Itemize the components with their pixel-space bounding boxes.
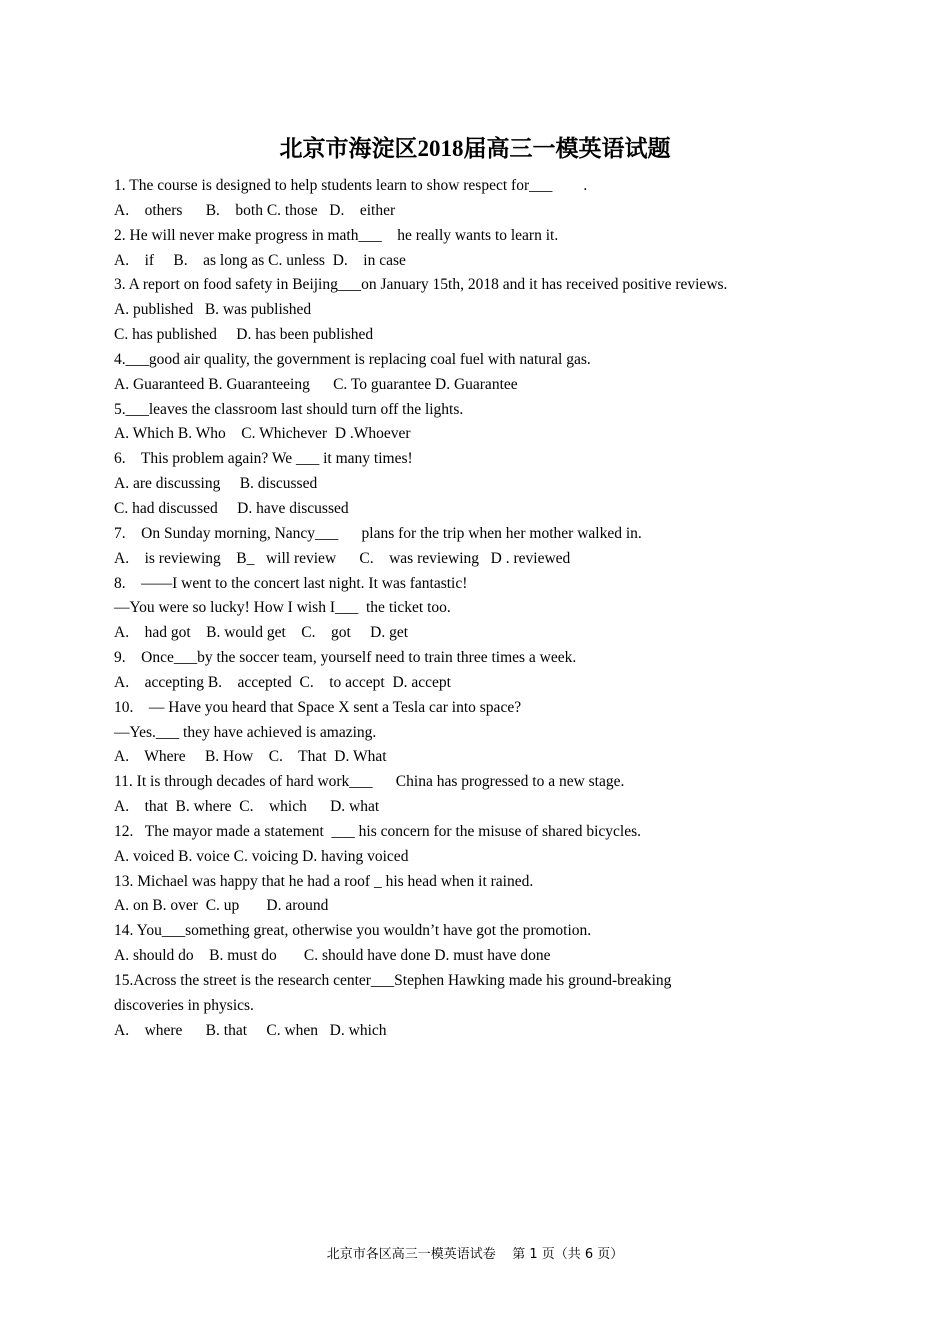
question-1-stem: 1. The course is designed to help students learn to show respect for___ . (114, 177, 588, 194)
question-15-options: A. where B. that C. when D. which (114, 1021, 387, 1039)
question-3-options-row-1: A. published B. was published (114, 301, 312, 319)
question-14-options: A. should do B. must do C. should have done D. must have done (114, 947, 551, 965)
question-8-options: A. had got B. would get C. got D. get (114, 624, 409, 642)
page-title: 北京市海淀区2018届高三一模英语试题 (279, 136, 671, 161)
question-10-stem: 10. — Have you heard that Space X sent a Tesla car into space? (114, 698, 522, 716)
question-9-options: A. accepting B. accepted C. to accept D. accept (114, 673, 451, 691)
question-2-stem: 2. He will never make progress in math___ he really wants to learn it. (114, 226, 559, 244)
question-8-stem: 8. ——I went to the concert last night. It was fantastic! (114, 574, 468, 592)
question-7-options: A. is reviewing B_ will review C. was reviewing D . reviewed (114, 549, 571, 567)
question-15-stem: 15.Across the street is the research center___Stephen Hawking made his ground-breaking (114, 972, 672, 989)
question-list (114, 174, 834, 1044)
question-5-stem: 5.___leaves the classroom last should turn off the lights. (114, 400, 464, 418)
question-13-options: A. on B. over C. up D. around (114, 897, 329, 915)
question-4-stem: 4.___good air quality, the government is replacing coal fuel with natural gas. (114, 350, 591, 368)
question-10-stem-reply: —Yes.___ they have achieved is amazing. (114, 723, 377, 741)
question-2-options: A. if B. as long as C. unless D. in case (114, 251, 406, 269)
question-3-stem: 3. A report on food safety in Beijing___on January 15th, 2018 and it has received positive reviews. (114, 276, 728, 294)
question-15-stem-continued: discoveries in physics. (114, 996, 254, 1014)
question-14-stem: 14. You___something great, otherwise you wouldn’t have got the promotion. (114, 922, 592, 940)
page-footer: 北京市各区高三一模英语试卷 第 1 页（共 6 页） (326, 1247, 624, 1262)
question-6-options-row-1: A. are discussing B. discussed (114, 475, 318, 493)
question-10-options: A. Where B. How C. That D. What (114, 748, 387, 766)
question-11-stem: 11. It is through decades of hard work___ China has progressed to a new stage. (114, 773, 625, 791)
question-5-options: A. Which B. Who C. Whichever D .Whoever (114, 425, 411, 443)
question-9-stem: 9. Once___by the soccer team, yourself need to train three times a week. (114, 649, 577, 667)
question-7-stem: 7. On Sunday morning, Nancy___ plans for the trip when her mother walked in. (114, 524, 642, 542)
question-6-stem: 6. This problem again? We ___ it many times! (114, 450, 413, 468)
question-12-stem: 12. The mayor made a statement ___ his concern for the misuse of shared bicycles. (114, 822, 641, 840)
question-4-options: A. Guaranteed B. Guaranteeing C. To guarantee D. Guarantee (114, 375, 518, 393)
question-3-options-row-2: C. has published D. has been published (114, 326, 374, 344)
question-6-options-row-2: C. had discussed D. have discussed (114, 499, 349, 517)
question-12-options: A. voiced B. voice C. voicing D. having voiced (114, 847, 409, 865)
question-1-options: A. others B. both C. those D. either (114, 201, 396, 219)
question-8-stem-reply: —You were so lucky! How I wish I___ the ticket too. (114, 599, 451, 617)
question-11-options: A. that B. where C. which D. what (114, 798, 380, 816)
question-13-stem: 13. Michael was happy that he had a roof _ his head when it rained. (114, 872, 534, 890)
